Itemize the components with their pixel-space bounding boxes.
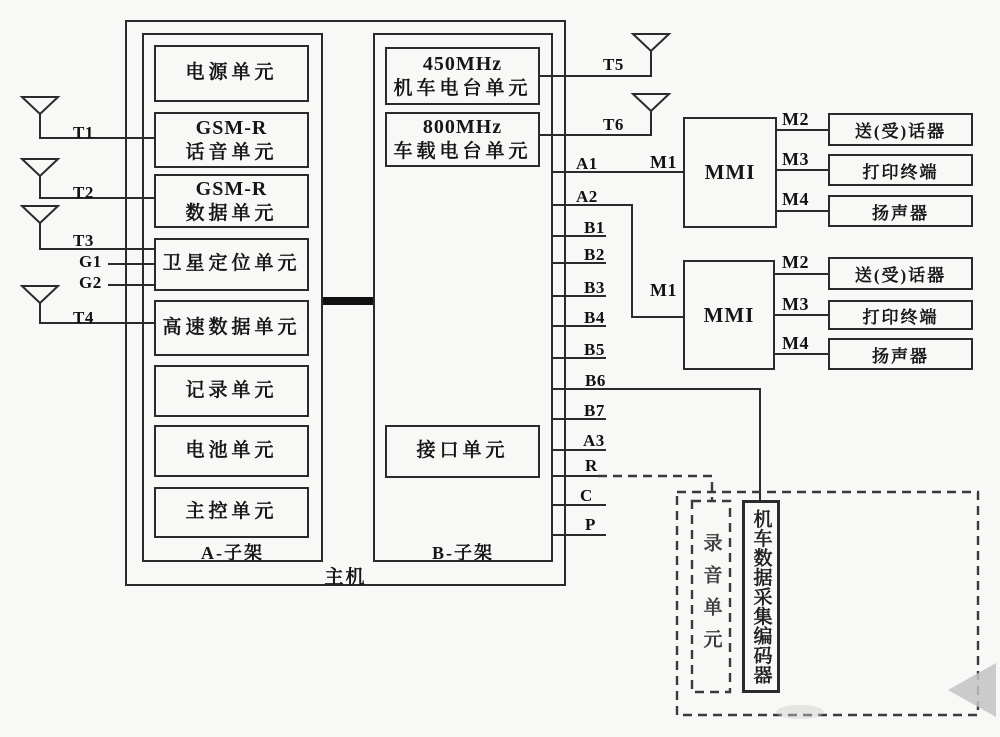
unit-450mhz-radio: 450MHz 机车电台单元 xyxy=(385,47,540,105)
wire-r-dashed xyxy=(598,476,712,501)
port-label-t4: T4 xyxy=(73,308,94,327)
recorder-label: 录音单元 xyxy=(700,532,722,661)
mmi-2-box: MMI xyxy=(683,260,775,370)
port-label-p: P xyxy=(585,515,596,534)
port-label-t2: T2 xyxy=(73,183,94,202)
unit-gsmr-data: GSM-R 数据单元 xyxy=(154,174,309,228)
port-label-r: R xyxy=(585,456,598,475)
host-label: 主机 xyxy=(324,567,367,588)
port-label-b5: B5 xyxy=(584,340,605,359)
unit-power: 电源单元 xyxy=(154,45,309,102)
unit-highspeed-data: 高速数据单元 xyxy=(154,300,309,356)
port-label-b6: B6 xyxy=(585,371,606,390)
port-label-c: C xyxy=(580,486,593,505)
unit-satellite-positioning: 卫星定位单元 xyxy=(154,238,309,291)
device-speaker-1: 扬声器 xyxy=(828,195,973,227)
encoder-label: 机车数据采集编码器 xyxy=(750,508,772,685)
device-print-terminal-2: 打印终端 xyxy=(828,300,973,330)
port-label-t3: T3 xyxy=(73,231,94,250)
device-speaker-2: 扬声器 xyxy=(828,338,973,370)
mmi-1-box: MMI xyxy=(683,117,777,228)
frame-a-label: A-子架 xyxy=(201,543,264,563)
port-label-g2: G2 xyxy=(79,273,102,292)
port-label-a3: A3 xyxy=(583,431,605,450)
port-label-b2: B2 xyxy=(584,245,605,264)
port-label-m2-2: M2 xyxy=(782,252,809,272)
watermark-arrow-icon xyxy=(948,663,996,717)
encoder-box xyxy=(742,500,780,693)
unit-interface: 接口单元 xyxy=(385,425,540,478)
port-label-m4-2: M4 xyxy=(782,333,809,353)
port-label-b3: B3 xyxy=(584,278,605,297)
port-label-m1-2: M1 xyxy=(650,280,677,300)
port-label-m1-1: M1 xyxy=(650,152,677,172)
port-label-t5: T5 xyxy=(603,55,624,74)
device-handset-2: 送(受)话器 xyxy=(828,257,973,290)
port-label-m3-1: M3 xyxy=(782,149,809,169)
watermark-smudge xyxy=(776,705,824,719)
port-label-m4-1: M4 xyxy=(782,189,809,209)
device-handset-1: 送(受)话器 xyxy=(828,113,973,146)
port-label-m3-2: M3 xyxy=(782,294,809,314)
unit-recording: 记录单元 xyxy=(154,365,309,417)
port-label-a2: A2 xyxy=(576,187,598,206)
device-print-terminal-1: 打印终端 xyxy=(828,154,973,186)
recorder-box xyxy=(692,501,730,692)
unit-800mhz-radio: 800MHz 车载电台单元 xyxy=(385,112,540,167)
unit-main-control: 主控单元 xyxy=(154,487,309,538)
port-label-g1: G1 xyxy=(79,252,102,271)
frame-b-label: B-子架 xyxy=(432,543,494,563)
port-label-b4: B4 xyxy=(584,308,605,327)
port-label-b1: B1 xyxy=(584,218,605,237)
port-label-t1: T1 xyxy=(73,123,94,142)
port-label-a1: A1 xyxy=(576,154,598,173)
unit-battery: 电池单元 xyxy=(154,425,309,477)
unit-gsmr-voice: GSM-R 话音单元 xyxy=(154,112,309,168)
port-label-b7: B7 xyxy=(584,401,605,420)
port-label-t6: T6 xyxy=(603,115,624,134)
port-label-m2-1: M2 xyxy=(782,109,809,129)
